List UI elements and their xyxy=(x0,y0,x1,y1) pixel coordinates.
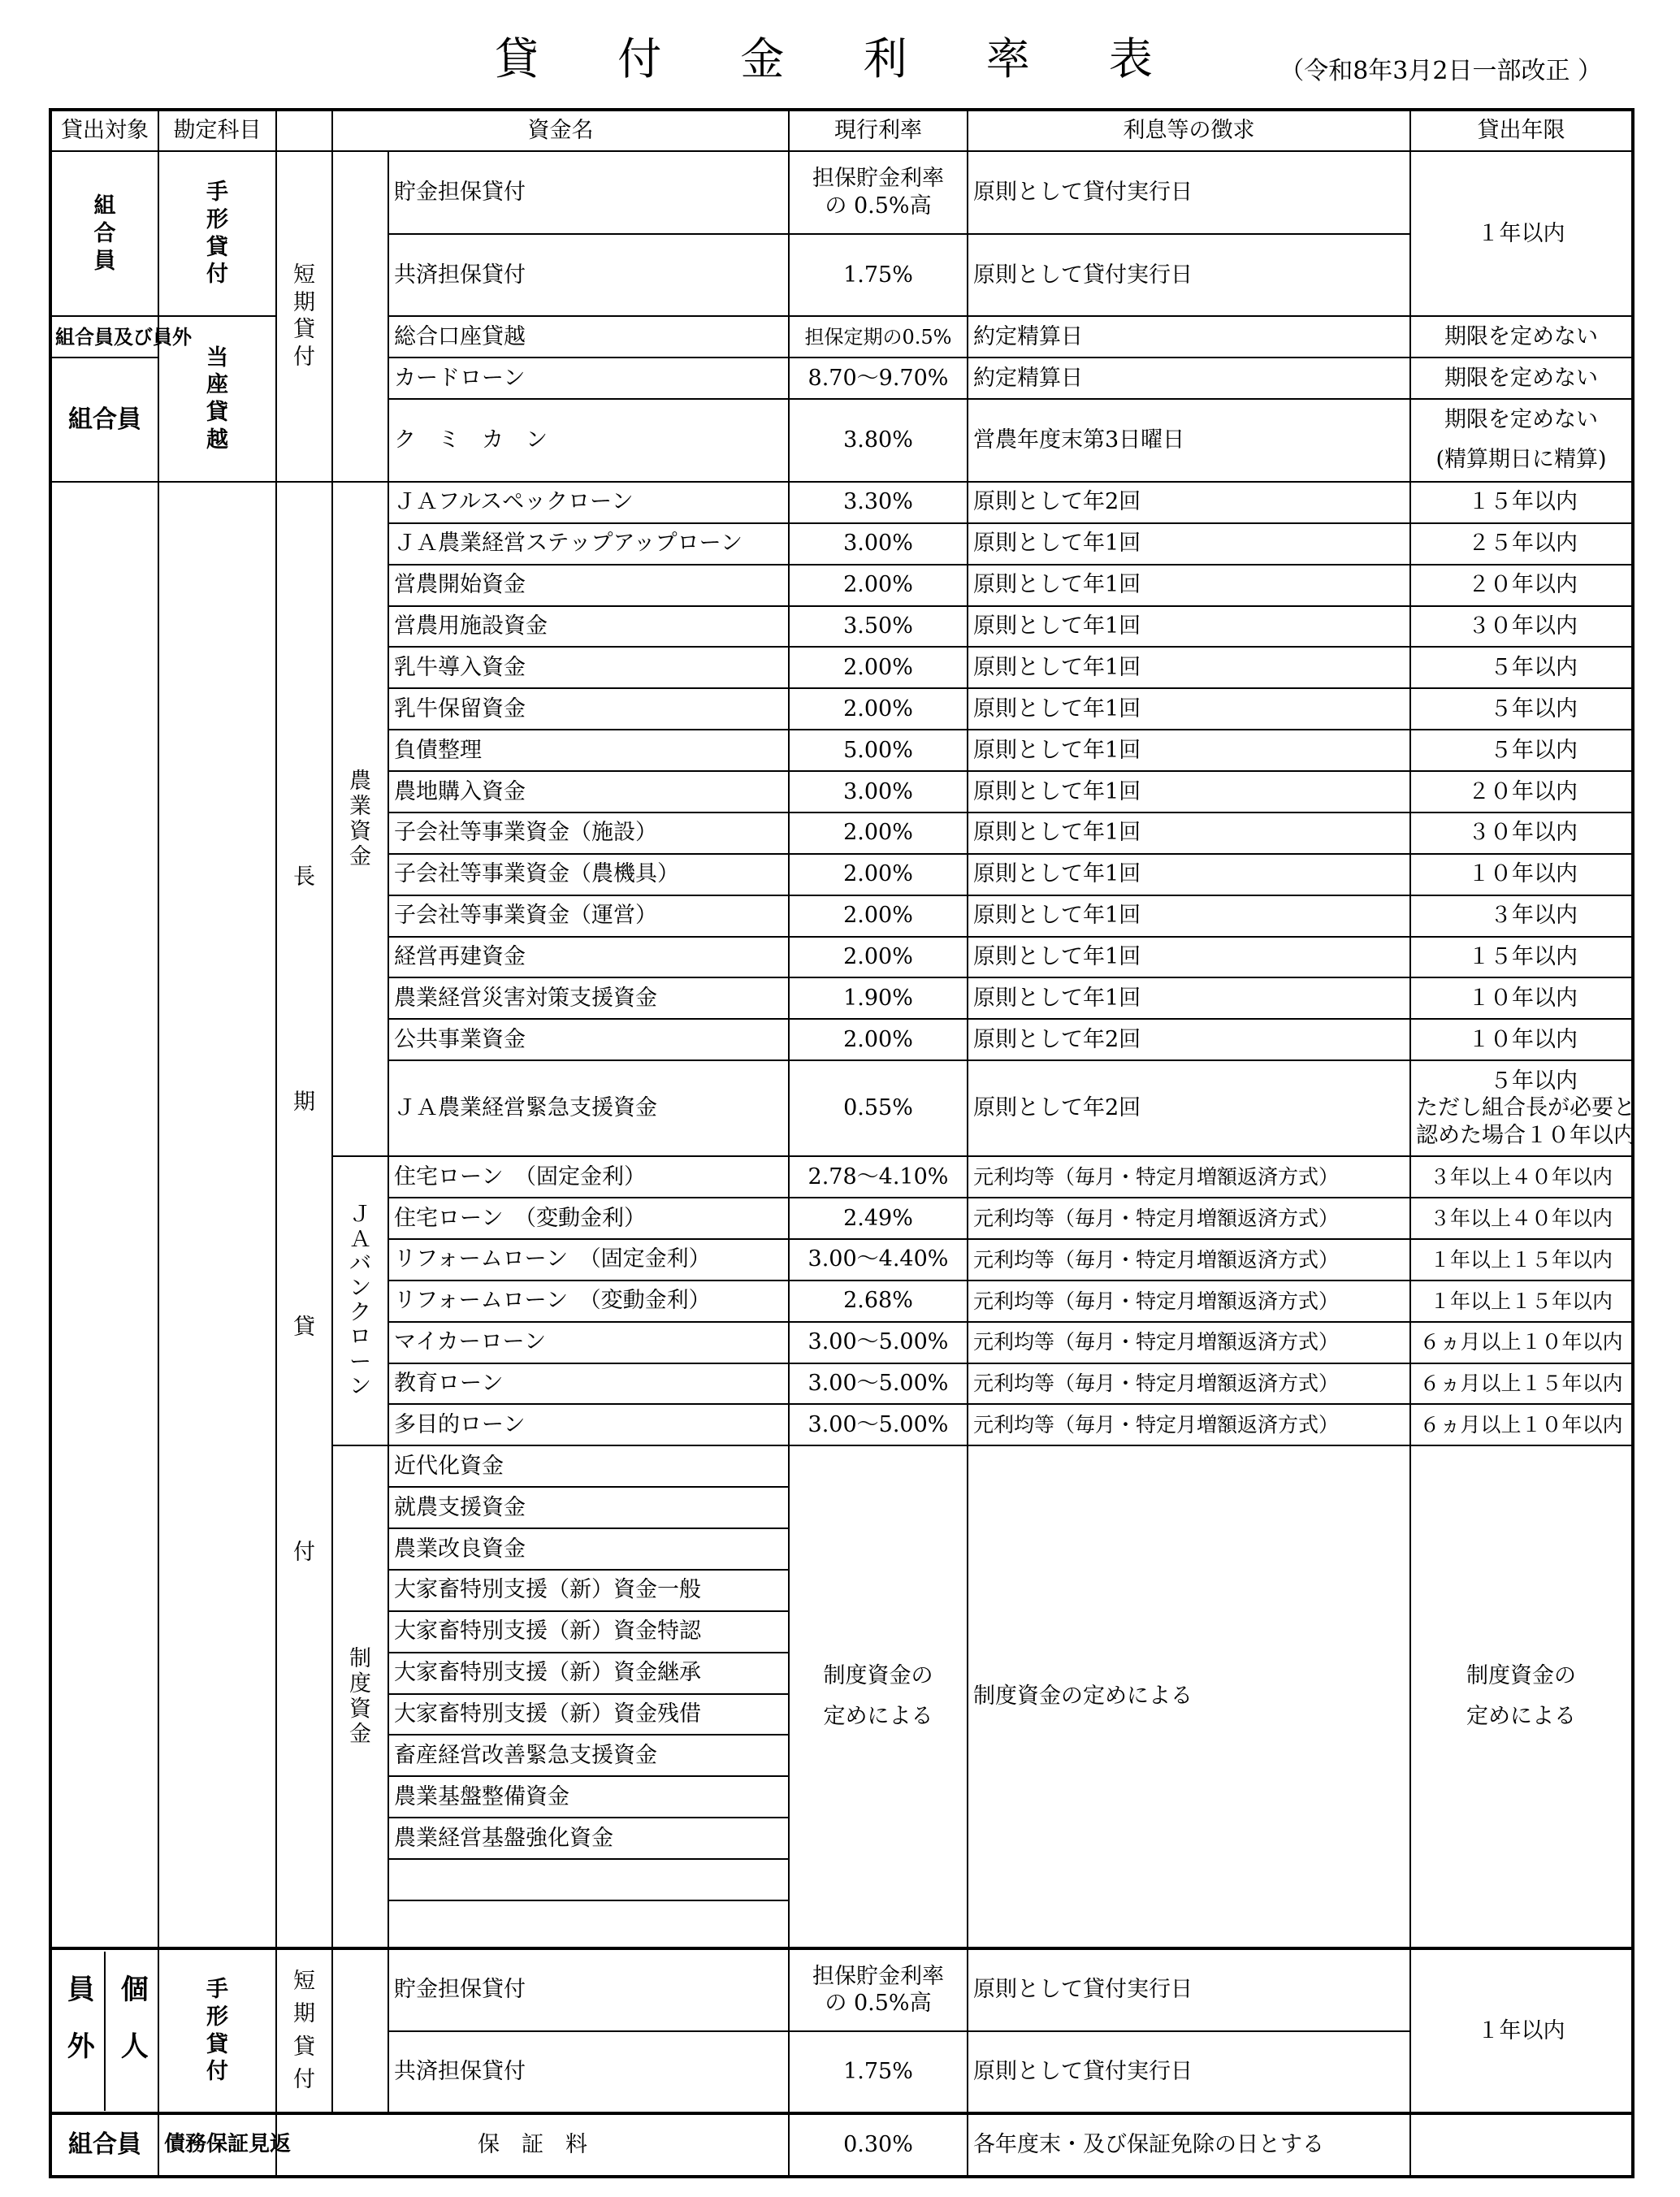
individual-label: 個人 xyxy=(115,1974,149,2088)
fund-term: ３年以内 xyxy=(1410,895,1633,937)
short-term-label xyxy=(276,151,332,482)
fund-name: 共済担保貸付 xyxy=(388,2031,789,2114)
nonmember-short-row-1 xyxy=(50,1948,1633,2031)
fund-rate: 2.00% xyxy=(789,812,968,854)
vertical-char: 付 xyxy=(293,2067,315,2093)
header-term: 貸出年限 xyxy=(1410,110,1633,151)
fund-term-line-3: 認めた場合１０年以内 xyxy=(1416,1123,1635,1149)
fund-name xyxy=(388,1859,789,1900)
fund-interest: 元利均等（毎月・特定月増額返済方式） xyxy=(968,1156,1410,1198)
fund-rate: 3.30% xyxy=(789,482,968,523)
fund-term: ５年以内 xyxy=(1410,688,1633,730)
fund-name: 子会社等事業資金（施設） xyxy=(388,812,789,854)
fund-rate: 2.00% xyxy=(789,565,968,606)
fund-interest: 原則として年1回 xyxy=(968,812,1410,854)
fund-name: 公共事業資金 xyxy=(388,1019,789,1060)
fund-interest: 原則として年2回 xyxy=(968,1060,1410,1156)
fund-interest: 原則として貸付実行日 xyxy=(968,2031,1410,2114)
header-fund: 資金名 xyxy=(332,110,789,151)
fund-interest: 原則として年1回 xyxy=(968,565,1410,606)
fund-interest: 元利均等（毎月・特定月増額返済方式） xyxy=(968,1404,1410,1445)
fund-term: １０年以内 xyxy=(1410,977,1633,1019)
vertical-char: 付 xyxy=(293,344,315,370)
fund-name: リフォームローン （固定金利） xyxy=(388,1239,789,1280)
fund-rate: 2.78～4.10% xyxy=(789,1156,968,1198)
fund-name: 農地購入資金 xyxy=(388,771,789,812)
fund-interest: 原則として貸付実行日 xyxy=(968,234,1410,317)
header-rate: 現行利率 xyxy=(789,110,968,151)
target-blank xyxy=(50,482,158,1948)
fund-rate: 2.00% xyxy=(789,647,968,688)
fund-term: １０年以内 xyxy=(1410,854,1633,895)
fund-rate xyxy=(789,1948,968,2031)
vertical-char: 付 xyxy=(293,1539,315,1565)
fund-rate: 3.00～5.00% xyxy=(789,1404,968,1445)
vertical-char: 当 xyxy=(206,344,228,370)
header-account: 勘定科目 xyxy=(158,110,276,151)
system-fund-interest: 制度資金の定めによる xyxy=(968,1445,1410,1948)
member-short-row-1 xyxy=(50,151,1633,234)
vertical-char: 短 xyxy=(293,1968,315,1994)
target-member xyxy=(50,151,158,317)
fund-name: ＪＡフルスペックローン xyxy=(388,482,789,523)
fund-name: 貯金担保貸付 xyxy=(388,1948,789,2031)
fund-rate: 2.00% xyxy=(789,688,968,730)
fund-term: １年以上１５年以内 xyxy=(1410,1239,1633,1280)
nonmember-label-wrap xyxy=(52,1952,158,2111)
fund-name: 大家畜特別支援（新）資金特認 xyxy=(388,1611,789,1653)
fund-rate: 2.00% xyxy=(789,895,968,937)
fund-rate: 3.50% xyxy=(789,606,968,648)
vertical-char: 短 xyxy=(293,262,315,288)
fund-rate: 5.00% xyxy=(789,730,968,771)
vertical-char: 業 xyxy=(349,793,371,819)
fund-interest: 原則として年1回 xyxy=(968,730,1410,771)
vertical-char: 金 xyxy=(349,844,371,870)
account-blank xyxy=(158,482,276,1948)
agri-row xyxy=(50,482,1633,523)
vertical-char: 貸 xyxy=(206,234,228,260)
vertical-char: 付 xyxy=(206,2059,228,2085)
fund-interest: 元利均等（毎月・特定月増額返済方式） xyxy=(968,1198,1410,1239)
fund-name: 住宅ローン （固定金利） xyxy=(388,1156,789,1198)
fund-term: １年以内 xyxy=(1410,1948,1633,2114)
account-bill-loan xyxy=(158,151,276,317)
fund-name: 畜産経営改善緊急支援資金 xyxy=(388,1735,789,1776)
fund-name: ＪＡ農業経営緊急支援資金 xyxy=(388,1060,789,1156)
account-debt-guarantee: 債務保証見返 xyxy=(158,2113,276,2177)
fund-rate: 2.49% xyxy=(789,1198,968,1239)
fund-term-line-1: 期限を定めない xyxy=(1444,407,1598,433)
fund-term: ５年以内 xyxy=(1410,647,1633,688)
vertical-char: 期 xyxy=(293,1089,315,1115)
system-fund-term-line-2: 定めによる xyxy=(1466,1704,1576,1730)
fund-rate: 3.00% xyxy=(789,771,968,812)
fund-rate-line-2: の 0.5%高 xyxy=(825,193,932,219)
fund-term-line-2: (精算期日に精算) xyxy=(1435,447,1607,472)
vertical-char: ク xyxy=(349,1300,371,1326)
vertical-char: 越 xyxy=(206,427,228,453)
fund-rate: 2.00% xyxy=(789,1019,968,1060)
vertical-char: 資 xyxy=(349,1696,371,1722)
fund-interest: 原則として年1回 xyxy=(968,771,1410,812)
blank-category-2 xyxy=(332,1948,388,2114)
vertical-char: 貸 xyxy=(293,1314,315,1340)
fund-name: 大家畜特別支援（新）資金一般 xyxy=(388,1570,789,1611)
vertical-char: バ xyxy=(349,1250,371,1276)
fund-term: ３０年以内 xyxy=(1410,606,1633,648)
vertical-char: 制 xyxy=(349,1646,371,1671)
fund-rate-line-1: 担保貯金利率 xyxy=(812,166,944,191)
fund-term: ２０年以内 xyxy=(1410,771,1633,812)
vertical-char: 期 xyxy=(293,2001,315,2027)
fund-rate: 2.00% xyxy=(789,854,968,895)
fund-name: 総合口座貸越 xyxy=(388,316,789,358)
fund-interest: 原則として年1回 xyxy=(968,688,1410,730)
vertical-char: 貸 xyxy=(206,400,228,426)
vertical-char: 手 xyxy=(206,180,228,206)
fund-rate: 0.55% xyxy=(789,1060,968,1156)
fund-name: 農業経営災害対策支援資金 xyxy=(388,977,789,1019)
fund-interest: 原則として年1回 xyxy=(968,606,1410,648)
fund-name: 貯金担保貸付 xyxy=(388,151,789,234)
page-title: 貸 付 金 利 率 表 xyxy=(495,33,1185,84)
fund-name: 経営再建資金 xyxy=(388,937,789,978)
fund-term: ６ヵ月以上１５年以内 xyxy=(1410,1363,1633,1405)
fund-interest: 約定精算日 xyxy=(968,316,1410,358)
fund-term-line-1: ５年以内 xyxy=(1490,1068,1578,1094)
fund-name: カードローン xyxy=(388,358,789,399)
system-fund-rate xyxy=(789,1445,968,1948)
fund-name: リフォームローン （変動金利） xyxy=(388,1280,789,1322)
blank-category xyxy=(332,151,388,482)
vertical-char: 貸 xyxy=(206,2031,228,2057)
fund-term xyxy=(1410,1060,1633,1156)
fund-name: 子会社等事業資金（農機具） xyxy=(388,854,789,895)
fund-interest: 元利均等（毎月・特定月増額返済方式） xyxy=(968,1280,1410,1322)
vertical-char: Ｊ xyxy=(349,1202,371,1228)
fund-interest: 原則として年1回 xyxy=(968,523,1410,565)
fund-term: 期限を定めない xyxy=(1410,316,1633,358)
fund-interest: 原則として年1回 xyxy=(968,937,1410,978)
vertical-char: 資 xyxy=(349,819,371,845)
fund-term: ２５年以内 xyxy=(1410,523,1633,565)
fund-term: １５年以内 xyxy=(1410,937,1633,978)
target-member-and-nonmember: 組合員及び員外 xyxy=(50,316,158,358)
fund-name: 近代化資金 xyxy=(388,1445,789,1487)
system-fund-term-line-1: 制度資金の xyxy=(1466,1663,1576,1689)
guarantee-rate: 0.30% xyxy=(789,2113,968,2177)
fund-rate: 1.90% xyxy=(789,977,968,1019)
vertical-char: 手 xyxy=(206,1977,228,2003)
fund-name: 農業基盤整備資金 xyxy=(388,1776,789,1818)
fund-rate: 3.00% xyxy=(789,523,968,565)
fund-name: 農業経営基盤強化資金 xyxy=(388,1818,789,1859)
fund-name: 大家畜特別支援（新）資金継承 xyxy=(388,1653,789,1694)
system-fund-term xyxy=(1410,1445,1633,1948)
fund-name: 住宅ローン （変動金利） xyxy=(388,1198,789,1239)
fund-name: 共済担保貸付 xyxy=(388,234,789,317)
header-interest: 利息等の徴求 xyxy=(968,110,1410,151)
short-term-label-2 xyxy=(276,1948,332,2114)
target-nonmember xyxy=(50,1948,158,2114)
vertical-char: 形 xyxy=(206,2004,228,2030)
vertical-char: 貸 xyxy=(293,317,315,343)
fund-term: ６ヵ月以上１０年以内 xyxy=(1410,1404,1633,1445)
guarantee-term xyxy=(1410,2113,1633,2177)
revision-note: （令和8年3月2日一部改正 ） xyxy=(1279,57,1602,85)
fund-name: 教育ローン xyxy=(388,1363,789,1405)
fund-term: ５年以内 xyxy=(1410,730,1633,771)
fund-rate: 担保定期の0.5% xyxy=(789,316,968,358)
vertical-char: 長 xyxy=(293,864,315,890)
fund-term: ６ヵ月以上１０年以内 xyxy=(1410,1322,1633,1363)
fund-rate: 3.00～4.40% xyxy=(789,1239,968,1280)
fund-interest: 元利均等（毎月・特定月増額返済方式） xyxy=(968,1363,1410,1405)
fund-rate: 8.70～9.70% xyxy=(789,358,968,399)
vertical-char: 度 xyxy=(349,1671,371,1697)
system-fund-rate-line-2: 定めによる xyxy=(823,1704,933,1730)
fund-name: マイカーローン xyxy=(388,1322,789,1363)
vertical-char: 期 xyxy=(293,289,315,315)
fund-interest: 原則として年2回 xyxy=(968,1019,1410,1060)
loan-rate-table xyxy=(49,108,1635,2178)
fund-interest: 原則として貸付実行日 xyxy=(968,1948,1410,2031)
fund-interest: 約定精算日 xyxy=(968,358,1410,399)
fund-rate: 3.00～5.00% xyxy=(789,1363,968,1405)
header-target: 貸出対象 xyxy=(50,110,158,151)
fund-name: 就農支援資金 xyxy=(388,1487,789,1528)
fund-term: ３年以上４０年以内 xyxy=(1410,1156,1633,1198)
fund-name: 多目的ローン xyxy=(388,1404,789,1445)
fund-name: 乳牛保留資金 xyxy=(388,688,789,730)
guarantee-interest: 各年度末・及び保証免除の日とする xyxy=(968,2113,1410,2177)
fund-rate: 1.75% xyxy=(789,234,968,317)
vertical-char: 員 xyxy=(93,248,116,274)
fund-term xyxy=(1410,399,1633,482)
fund-interest: 原則として年1回 xyxy=(968,895,1410,937)
vertical-char: 組 xyxy=(93,193,116,219)
vertical-char: 貸 xyxy=(293,2034,315,2060)
guarantee-fee: 保 証 料 xyxy=(276,2113,789,2177)
fund-term: ２０年以内 xyxy=(1410,565,1633,606)
fund-name xyxy=(388,1900,789,1948)
agri-fund-label xyxy=(332,482,388,1156)
fund-name: 営農開始資金 xyxy=(388,565,789,606)
fund-term: １年以上１５年以内 xyxy=(1410,1280,1633,1322)
fund-interest: 原則として年1回 xyxy=(968,647,1410,688)
fund-interest: 元利均等（毎月・特定月増額返済方式） xyxy=(968,1322,1410,1363)
vertical-char: ロ xyxy=(349,1324,371,1350)
fund-term: 期限を定めない xyxy=(1410,358,1633,399)
vertical-char: 農 xyxy=(349,768,371,794)
fund-interest: 営農年度末第3日曜日 xyxy=(968,399,1410,482)
vertical-char: 合 xyxy=(93,220,116,246)
header-row xyxy=(50,110,1633,151)
fund-rate: 2.00% xyxy=(789,937,968,978)
fund-term: １０年以内 xyxy=(1410,1019,1633,1060)
fund-name: 子会社等事業資金（運営） xyxy=(388,895,789,937)
fund-rate-line-2: の 0.5%高 xyxy=(825,1991,932,2017)
system-fund-label xyxy=(332,1445,388,1948)
fund-rate: 3.80% xyxy=(789,399,968,482)
fund-rate-line-1: 担保貯金利率 xyxy=(812,1963,944,1989)
nonmember-label: 員外 xyxy=(52,1952,106,2111)
fund-interest: 原則として年1回 xyxy=(968,854,1410,895)
fund-name: 大家畜特別支援（新）資金残借 xyxy=(388,1694,789,1736)
vertical-char: 付 xyxy=(206,262,228,288)
fund-name: 農業改良資金 xyxy=(388,1528,789,1570)
vertical-char: 金 xyxy=(349,1722,371,1748)
guarantee-row xyxy=(50,2113,1633,2177)
fund-interest: 原則として貸付実行日 xyxy=(968,151,1410,234)
fund-term: ３０年以内 xyxy=(1410,812,1633,854)
vertical-char: 座 xyxy=(206,372,228,398)
fund-term: ３年以上４０年以内 xyxy=(1410,1198,1633,1239)
fund-interest: 元利均等（毎月・特定月増額返済方式） xyxy=(968,1239,1410,1280)
fund-rate: 1.75% xyxy=(789,2031,968,2114)
fund-name: ＪＡ農業経営ステップアップローン xyxy=(388,523,789,565)
system-fund-rate-line-1: 制度資金の xyxy=(823,1663,933,1689)
fund-rate: 2.68% xyxy=(789,1280,968,1322)
fund-name: 乳牛導入資金 xyxy=(388,647,789,688)
vertical-char: Ａ xyxy=(349,1226,371,1252)
fund-rate: 3.00～5.00% xyxy=(789,1322,968,1363)
fund-interest: 原則として年2回 xyxy=(968,482,1410,523)
fund-interest: 原則として年1回 xyxy=(968,977,1410,1019)
long-term-label-text xyxy=(288,866,320,1563)
fund-name: ク ミ カ ン xyxy=(388,399,789,482)
vertical-char: ン xyxy=(349,1275,371,1301)
vertical-char: ー xyxy=(349,1349,371,1375)
target-member-3: 組合員 xyxy=(50,2113,158,2177)
fund-term: １年以内 xyxy=(1410,151,1633,317)
account-bill-loan-2 xyxy=(158,1948,276,2114)
fund-term: １５年以内 xyxy=(1410,482,1633,523)
ja-bank-loan-label xyxy=(332,1156,388,1445)
long-term-label xyxy=(276,482,332,1948)
vertical-char: 形 xyxy=(206,206,228,232)
fund-name: 営農用施設資金 xyxy=(388,606,789,648)
header-blank xyxy=(276,110,332,151)
fund-rate xyxy=(789,151,968,234)
fund-term-line-2: ただし組合長が必要と xyxy=(1416,1095,1635,1121)
fund-name: 負債整理 xyxy=(388,730,789,771)
target-member-2: 組合員 xyxy=(50,358,158,482)
vertical-char: ン xyxy=(349,1373,371,1399)
